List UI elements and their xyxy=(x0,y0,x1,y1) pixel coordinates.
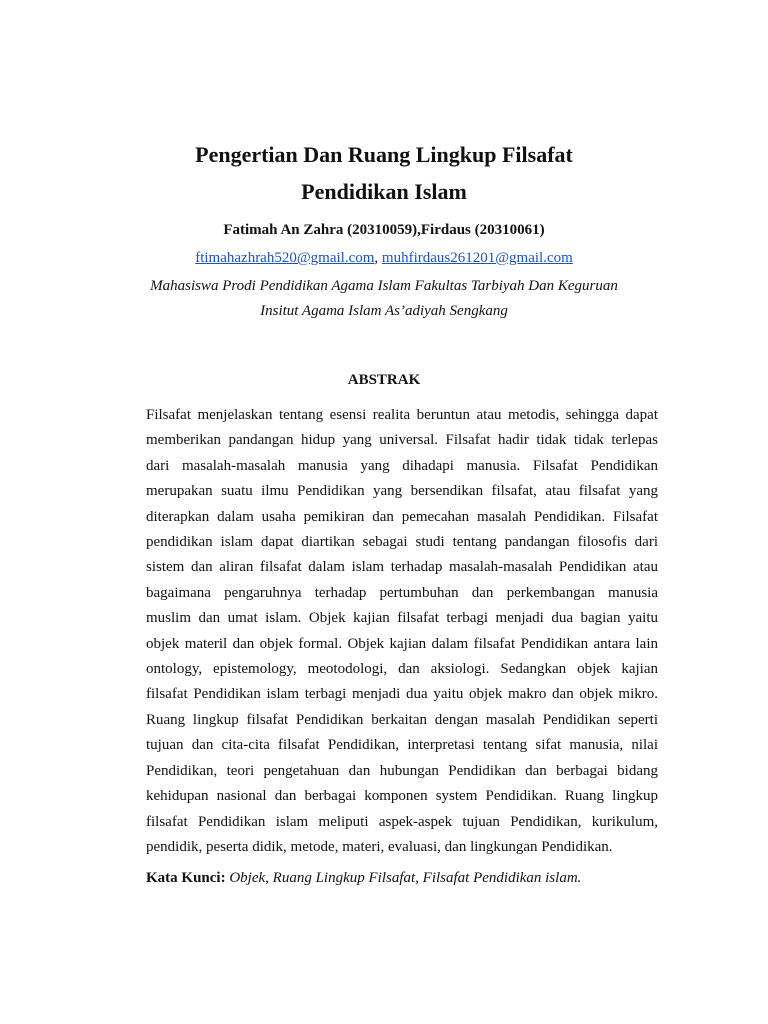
abstract-line: filsafat Pendidikan islam terbagi menjadi dua yaitu objek makro dan objek mikro. xyxy=(146,686,658,703)
affiliation xyxy=(0,274,768,324)
abstract-line: Ruang lingkup filsafat Pendidikan berkaitan dengan masalah Pendidikan seperti xyxy=(146,711,658,728)
abstract-body xyxy=(146,403,658,860)
email-link-firdaus[interactable]: muhfirdaus261201@gmail.com xyxy=(381,250,573,266)
email-link-fatimah[interactable]: ftimahazhrah520@gmail.com xyxy=(195,250,375,266)
abstract-line: kehidupan nasional dan berbagai komponen system Pendidikan. Ruang lingkup xyxy=(146,788,658,805)
abstract-line: ontology, epistemology, meotodologi, dan aksiologi. Sedangkan objek kajian xyxy=(146,661,658,678)
title-line-2: Pendidikan Islam xyxy=(301,179,467,204)
abstract-line: pendidik, peserta didik, metode, materi, evaluasi, dan lingkungan Pendidikan. xyxy=(146,838,613,855)
keywords-text: Objek, Ruang Lingkup Filsafat, Filsafat Pendidikan islam. xyxy=(229,870,582,886)
author-names: Fatimah An Zahra (20310059),Firdaus (20310061) xyxy=(223,222,545,238)
abstract-line: filsafat Pendidikan islam meliputi aspek-aspek tujuan Pendidikan, kurikulum, xyxy=(146,813,658,830)
abstract-line: tujuan dan cita-cita filsafat Pendidikan, interpretasi tentang sifat manusia, nilai xyxy=(146,737,658,754)
abstract-line: merupakan suatu ilmu Pendidikan yang bersendikan filsafat, atau filsafat yang xyxy=(146,483,658,500)
abstract-line: muslim dan umat islam. Objek kajian filsafat terbagi menjadi dua bagian yaitu xyxy=(146,610,658,627)
abstract-line: diterapkan dalam usaha pemikiran dan pemecahan masalah Pendidikan. Filsafat xyxy=(146,508,658,525)
email-separator: , xyxy=(374,250,382,266)
keywords-label: Kata Kunci: xyxy=(146,870,226,886)
keywords xyxy=(146,868,658,888)
abstract-line: bagaimana pengaruhnya terhadap pertumbuhan dan perkembangan manusia xyxy=(146,584,658,601)
abstract-line: Pendidikan, teori pengetahuan dan hubungan Pendidikan dan berbagai bidang xyxy=(146,762,658,779)
paper-title xyxy=(0,136,768,210)
title-line-1: Pengertian Dan Ruang Lingkup Filsafat xyxy=(195,142,573,167)
author-emails xyxy=(0,248,768,268)
abstract-line: memberikan pandangan hidup yang universal. Filsafat hadir tidak tidak terlepas xyxy=(146,432,658,449)
abstract-line: sistem dan aliran filsafat dalam islam terhadap masalah-masalah Pendidikan atau xyxy=(146,559,658,576)
abstract-line: dari masalah-masalah manusia yang dihadapi manusia. Filsafat Pendidikan xyxy=(146,457,658,474)
abstract-heading: ABSTRAK xyxy=(347,372,421,388)
abstract-line: pendidikan islam dapat diartikan sebagai studi tentang pandangan filosofis dari xyxy=(146,534,658,551)
abstract-line: objek materil dan objek formal. Objek kajian dalam filsafat Pendidikan antara lain xyxy=(146,635,658,652)
abstract-line: Filsafat menjelaskan tentang esensi realita beruntun atau metodis, sehingga dapat xyxy=(146,407,658,423)
affiliation-line-1: Mahasiswa Prodi Pendidikan Agama Islam Fakultas Tarbiyah Dan Keguruan xyxy=(150,278,618,294)
affiliation-line-2: Insitut Agama Islam As’adiyah Sengkang xyxy=(260,303,508,319)
